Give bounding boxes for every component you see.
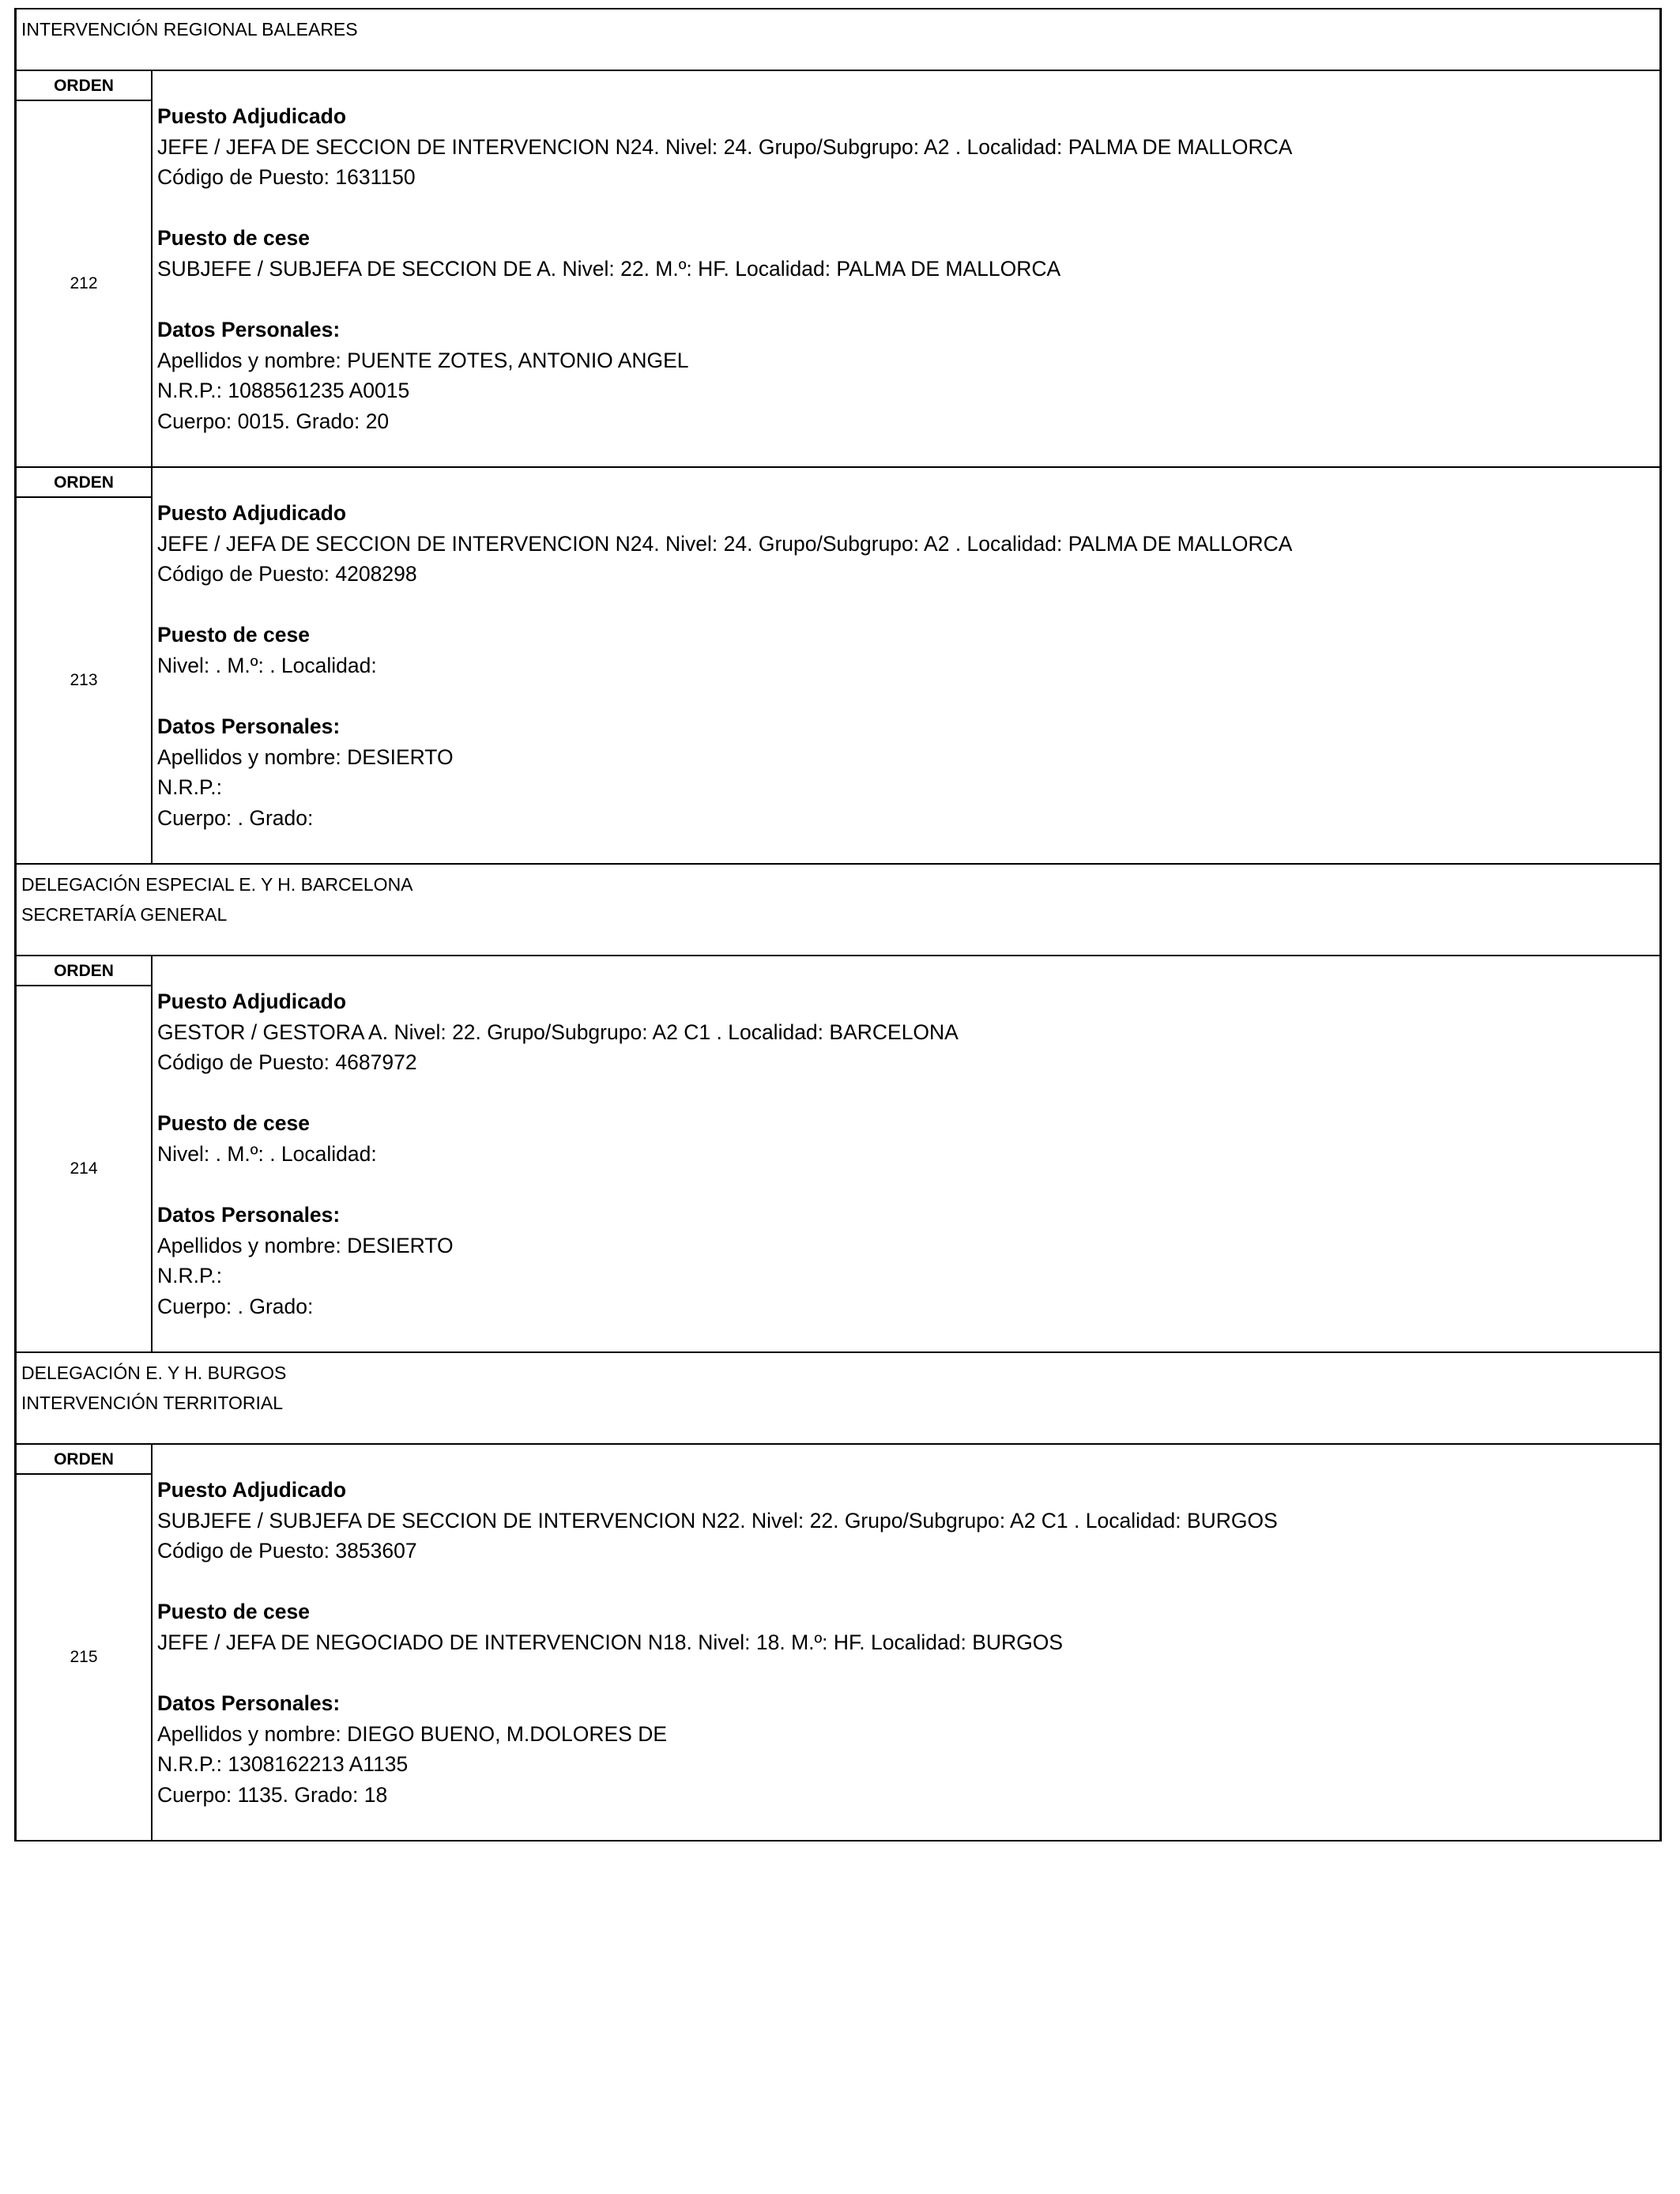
puesto-adjudicado-desc: JEFE / JEFA DE SECCION DE INTERVENCION N24. Nivel: 24. Grupo/Subgrupo: A2 . Localidad: PALMA DE MALLORCA — [157, 531, 1293, 556]
puesto-adjudicado-block — [157, 986, 1659, 1078]
codigo-puesto: Código de Puesto: 4687972 — [157, 1050, 417, 1075]
datos-personales-label: Datos Personales: — [157, 1691, 341, 1716]
entry-details — [153, 1445, 1659, 1840]
orden-column — [17, 468, 153, 863]
nrp: N.R.P.: — [157, 775, 222, 800]
section-header — [14, 1351, 1662, 1443]
codigo-puesto: Código de Puesto: 1631150 — [157, 165, 416, 190]
puesto-adjudicado-block — [157, 1475, 1659, 1566]
puesto-cese-label: Puesto de cese — [157, 1600, 310, 1624]
puesto-adjudicado-label: Puesto Adjudicado — [157, 104, 347, 128]
section-header-line: DELEGACIÓN ESPECIAL E. Y H. BARCELONA — [21, 874, 413, 895]
nrp: N.R.P.: 1308162213 A1135 — [157, 1752, 409, 1777]
datos-personales-label: Datos Personales: — [157, 318, 341, 342]
orden-label: ORDEN — [17, 71, 151, 101]
orden-label: ORDEN — [17, 468, 151, 498]
datos-personales-label: Datos Personales: — [157, 714, 341, 739]
orden-label: ORDEN — [17, 1445, 151, 1475]
nrp: N.R.P.: 1088561235 A0015 — [157, 379, 410, 403]
cuerpo-grado: Cuerpo: . Grado: — [157, 805, 314, 830]
puesto-cese-block — [157, 1108, 1659, 1169]
document-table — [14, 8, 1662, 1842]
datos-personales-block — [157, 1688, 1659, 1810]
codigo-puesto: Código de Puesto: 3853607 — [157, 1539, 417, 1563]
puesto-adjudicado-desc: GESTOR / GESTORA A. Nivel: 22. Grupo/Subgrupo: A2 C1 . Localidad: BARCELONA — [157, 1020, 959, 1044]
puesto-adjudicado-desc: JEFE / JEFA DE SECCION DE INTERVENCION N24. Nivel: 24. Grupo/Subgrupo: A2 . Localidad: PALMA DE MALLORCA — [157, 134, 1293, 159]
section-header-line: INTERVENCIÓN REGIONAL BALEARES — [21, 19, 358, 40]
puesto-adjudicado-label: Puesto Adjudicado — [157, 501, 347, 525]
datos-personales-block — [157, 711, 1659, 833]
puesto-cese-desc: Nivel: . M.º: . Localidad: — [157, 653, 377, 677]
orden-number: 212 — [70, 274, 98, 292]
section-header — [14, 863, 1662, 955]
codigo-puesto: Código de Puesto: 4208298 — [157, 562, 417, 586]
puesto-cese-block — [157, 223, 1659, 284]
puesto-cese-desc: Nivel: . M.º: . Localidad: — [157, 1141, 377, 1166]
entry-details — [153, 71, 1659, 466]
puesto-cese-desc: JEFE / JEFA DE NEGOCIADO DE INTERVENCION N18. Nivel: 18. M.º: HF. Localidad: BURGOS — [157, 1630, 1064, 1654]
puesto-cese-label: Puesto de cese — [157, 1111, 310, 1136]
cuerpo-grado: Cuerpo: . Grado: — [157, 1294, 314, 1318]
puesto-adjudicado-label: Puesto Adjudicado — [157, 1478, 347, 1502]
section-header — [14, 8, 1662, 70]
apellidos-nombre: Apellidos y nombre: DESIERTO — [157, 745, 454, 769]
entry-row — [14, 955, 1662, 1351]
orden-number: 215 — [70, 1648, 98, 1666]
entry-details — [153, 956, 1659, 1351]
cuerpo-grado: Cuerpo: 1135. Grado: 18 — [157, 1782, 388, 1807]
nrp: N.R.P.: — [157, 1264, 222, 1288]
section-header-line: DELEGACIÓN E. Y H. BURGOS — [21, 1363, 287, 1383]
puesto-adjudicado-block — [157, 498, 1659, 590]
entry-row — [14, 466, 1662, 863]
datos-personales-label: Datos Personales: — [157, 1203, 341, 1227]
table-bottom-border — [14, 1840, 1662, 1842]
apellidos-nombre: Apellidos y nombre: PUENTE ZOTES, ANTONIO ANGEL — [157, 348, 689, 372]
datos-personales-block — [157, 1200, 1659, 1321]
section-header-line: INTERVENCIÓN TERRITORIAL — [21, 1393, 284, 1413]
puesto-adjudicado-block — [157, 101, 1659, 193]
puesto-cese-block — [157, 620, 1659, 680]
entry-row — [14, 1443, 1662, 1840]
section-header-line: SECRETARÍA GENERAL — [21, 904, 228, 925]
cuerpo-grado: Cuerpo: 0015. Grado: 20 — [157, 409, 390, 433]
orden-number: 214 — [70, 1159, 98, 1178]
entry-details — [153, 468, 1659, 863]
apellidos-nombre: Apellidos y nombre: DESIERTO — [157, 1233, 454, 1257]
puesto-cese-desc: SUBJEFE / SUBJEFA DE SECCION DE A. Nivel: 22. M.º: HF. Localidad: PALMA DE MALLORCA — [157, 256, 1061, 281]
orden-number: 213 — [70, 671, 98, 689]
orden-column — [17, 71, 153, 466]
datos-personales-block — [157, 315, 1659, 436]
apellidos-nombre: Apellidos y nombre: DIEGO BUENO, M.DOLORES DE — [157, 1721, 668, 1746]
orden-column — [17, 956, 153, 1351]
orden-column — [17, 1445, 153, 1840]
orden-label: ORDEN — [17, 956, 151, 986]
puesto-adjudicado-desc: SUBJEFE / SUBJEFA DE SECCION DE INTERVENCION N22. Nivel: 22. Grupo/Subgrupo: A2 C1 . Localidad: BURGOS — [157, 1508, 1278, 1532]
puesto-cese-label: Puesto de cese — [157, 226, 310, 251]
puesto-cese-block — [157, 1596, 1659, 1657]
entry-row — [14, 70, 1662, 466]
puesto-adjudicado-label: Puesto Adjudicado — [157, 990, 347, 1013]
puesto-cese-label: Puesto de cese — [157, 623, 310, 647]
